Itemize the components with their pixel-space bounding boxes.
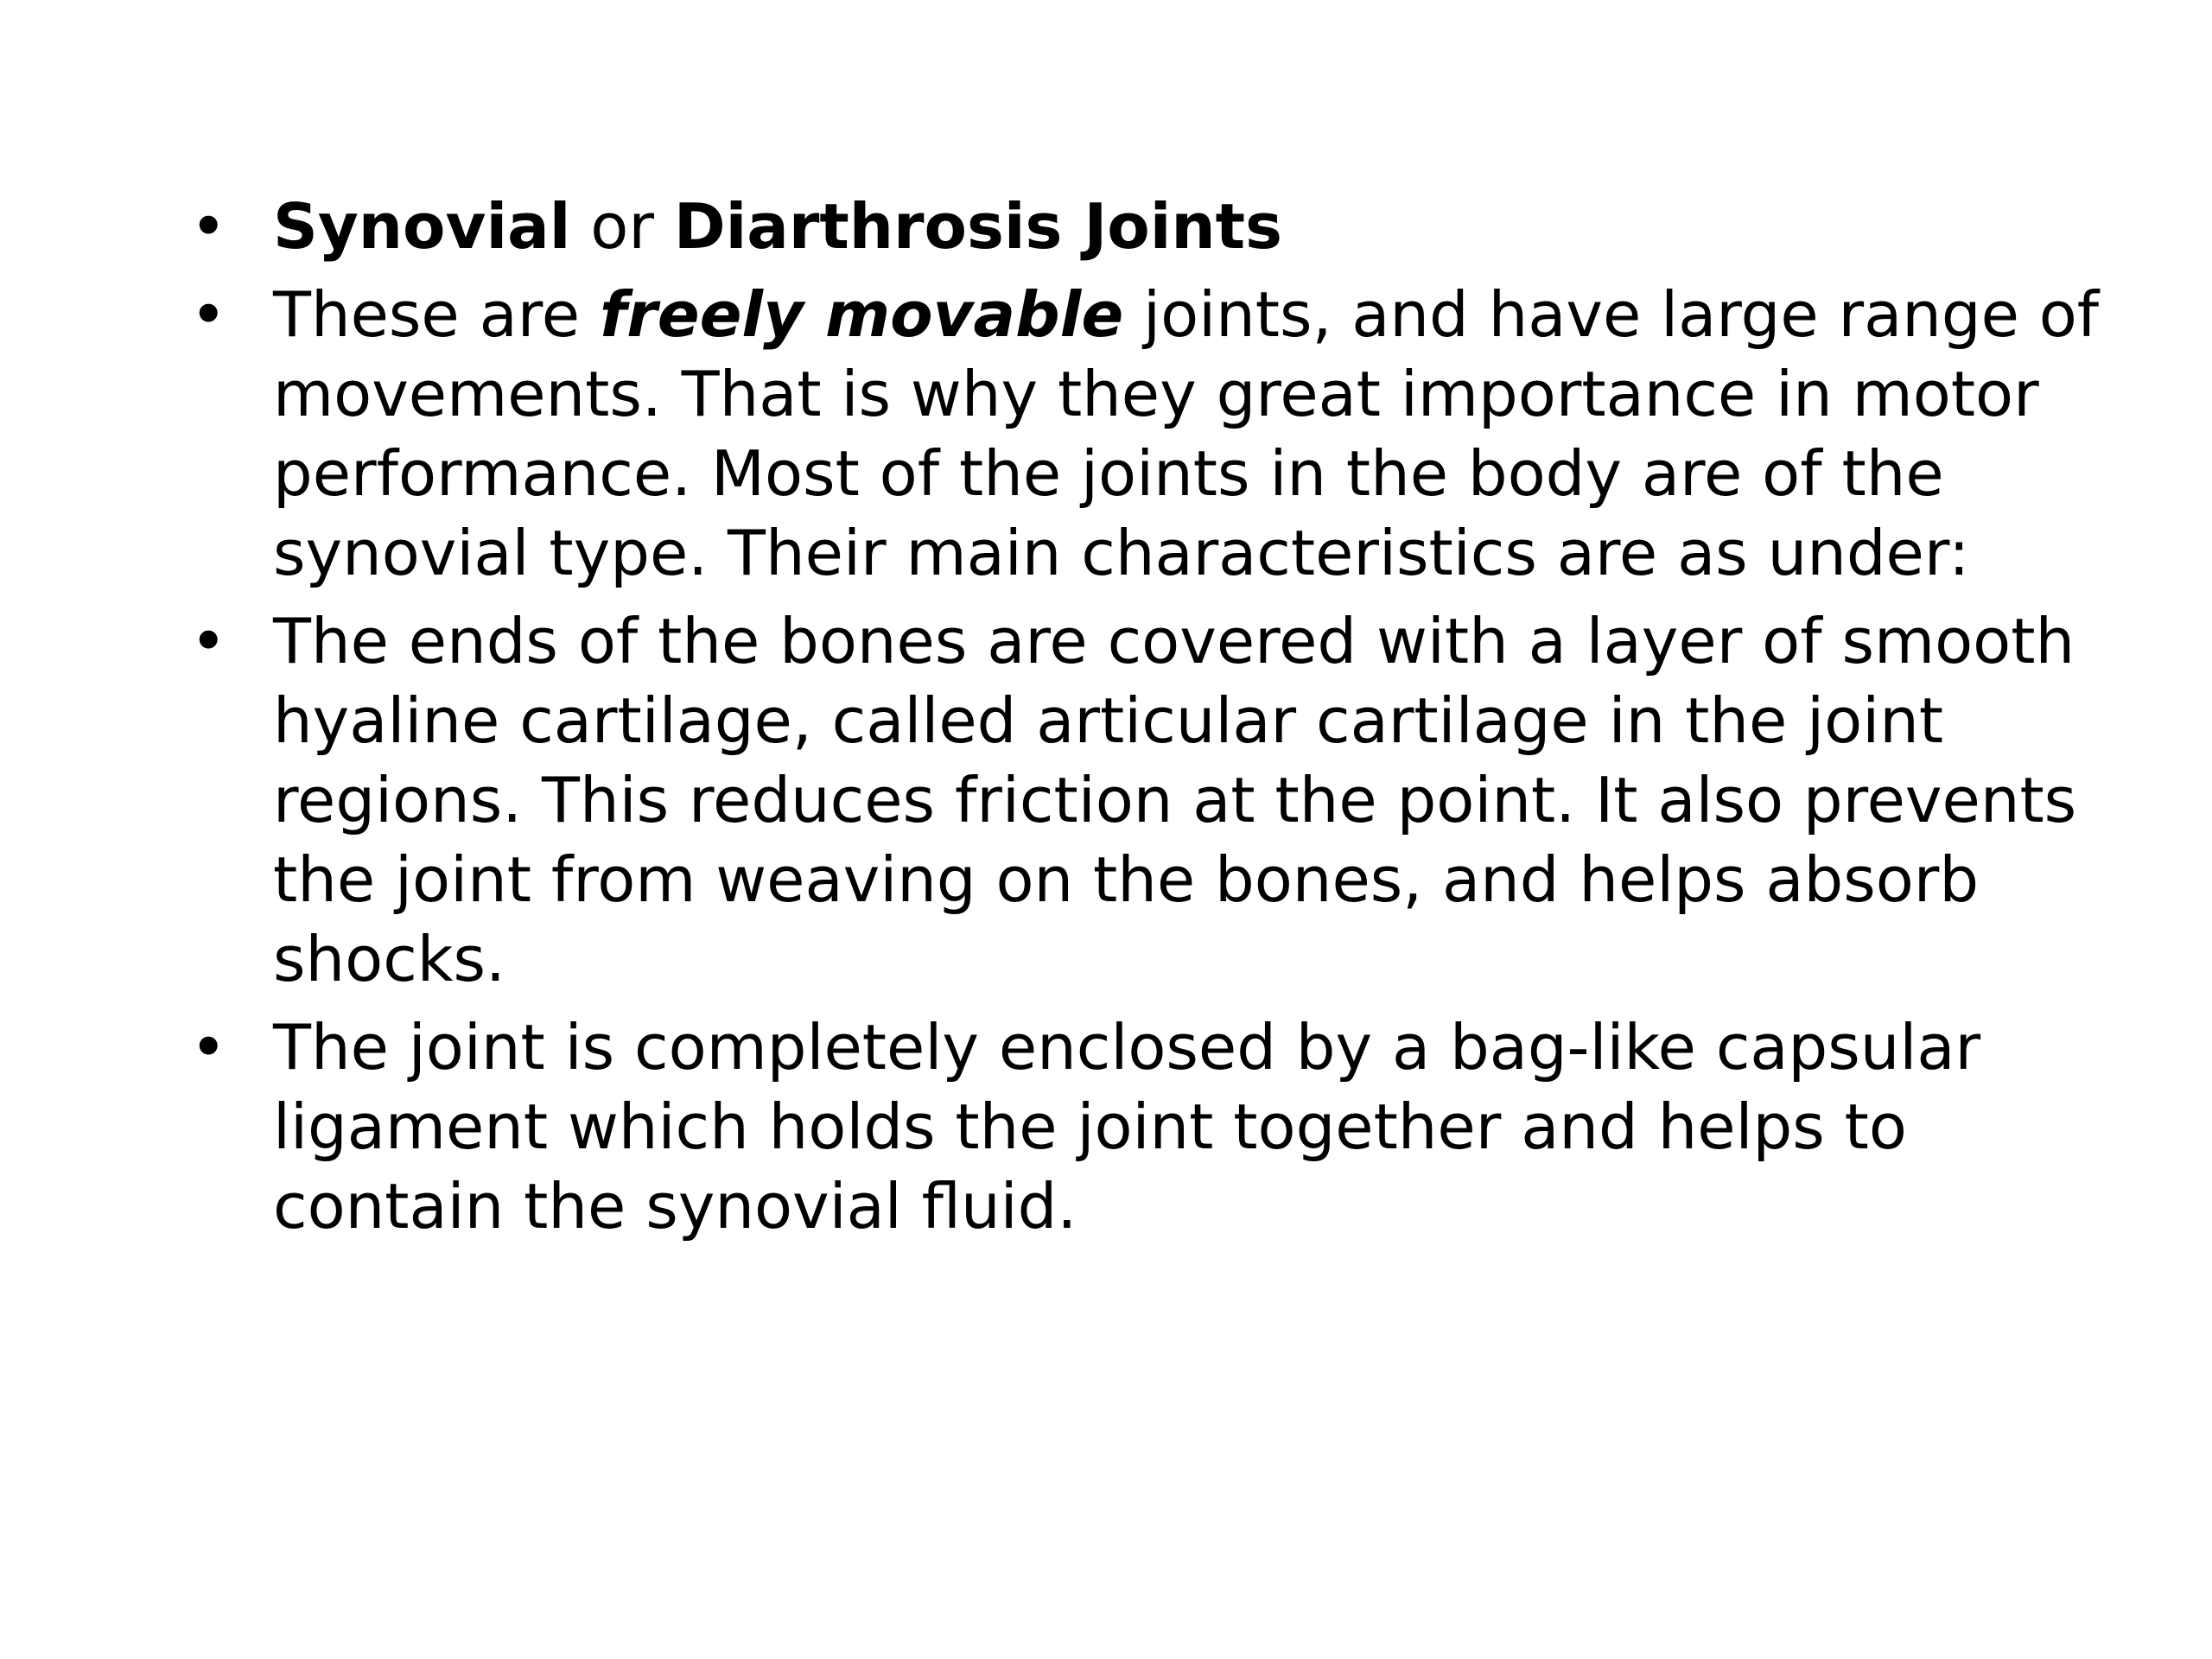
bullet-item-definition [173,275,2126,593]
heading-term-synovial: Synovial [273,190,571,263]
bullet-item-cartilage [173,601,2126,999]
cartilage-text: The ends of the bones are covered with a layer of smooth hyaline cartilage, called articular cartilage in the joint regions. This reduces friction at the point. It also prevents the joint from weaving on the bones, and helps absorb shocks. [273,605,2077,995]
heading-term-diarthrosis: Diarthrosis Joints [673,190,1282,263]
bullet-item-capsule [173,1007,2126,1246]
bullet-item-heading [173,187,2126,266]
bullet-icon: • [190,605,227,677]
definition-text-start: These are [273,278,600,351]
definition-text-rest: joints, and have large range of movements. That is why they great importance in motor performance. Most of the joints in the body are of the synovial type. Their main characteristics are as under: [273,278,2100,589]
slide-content [173,187,2126,1255]
bullet-list [173,187,2126,1246]
bullet-icon: • [190,1011,227,1084]
capsule-text: The joint is completely enclosed by a bag-like capsular ligament which holds the joint together and helps to contain the synovial fluid. [273,1011,1981,1243]
bullet-icon: • [190,278,227,351]
bullet-icon: • [190,190,227,263]
heading-connector: or [570,190,674,263]
definition-emphasis: freely movable [599,278,1124,351]
